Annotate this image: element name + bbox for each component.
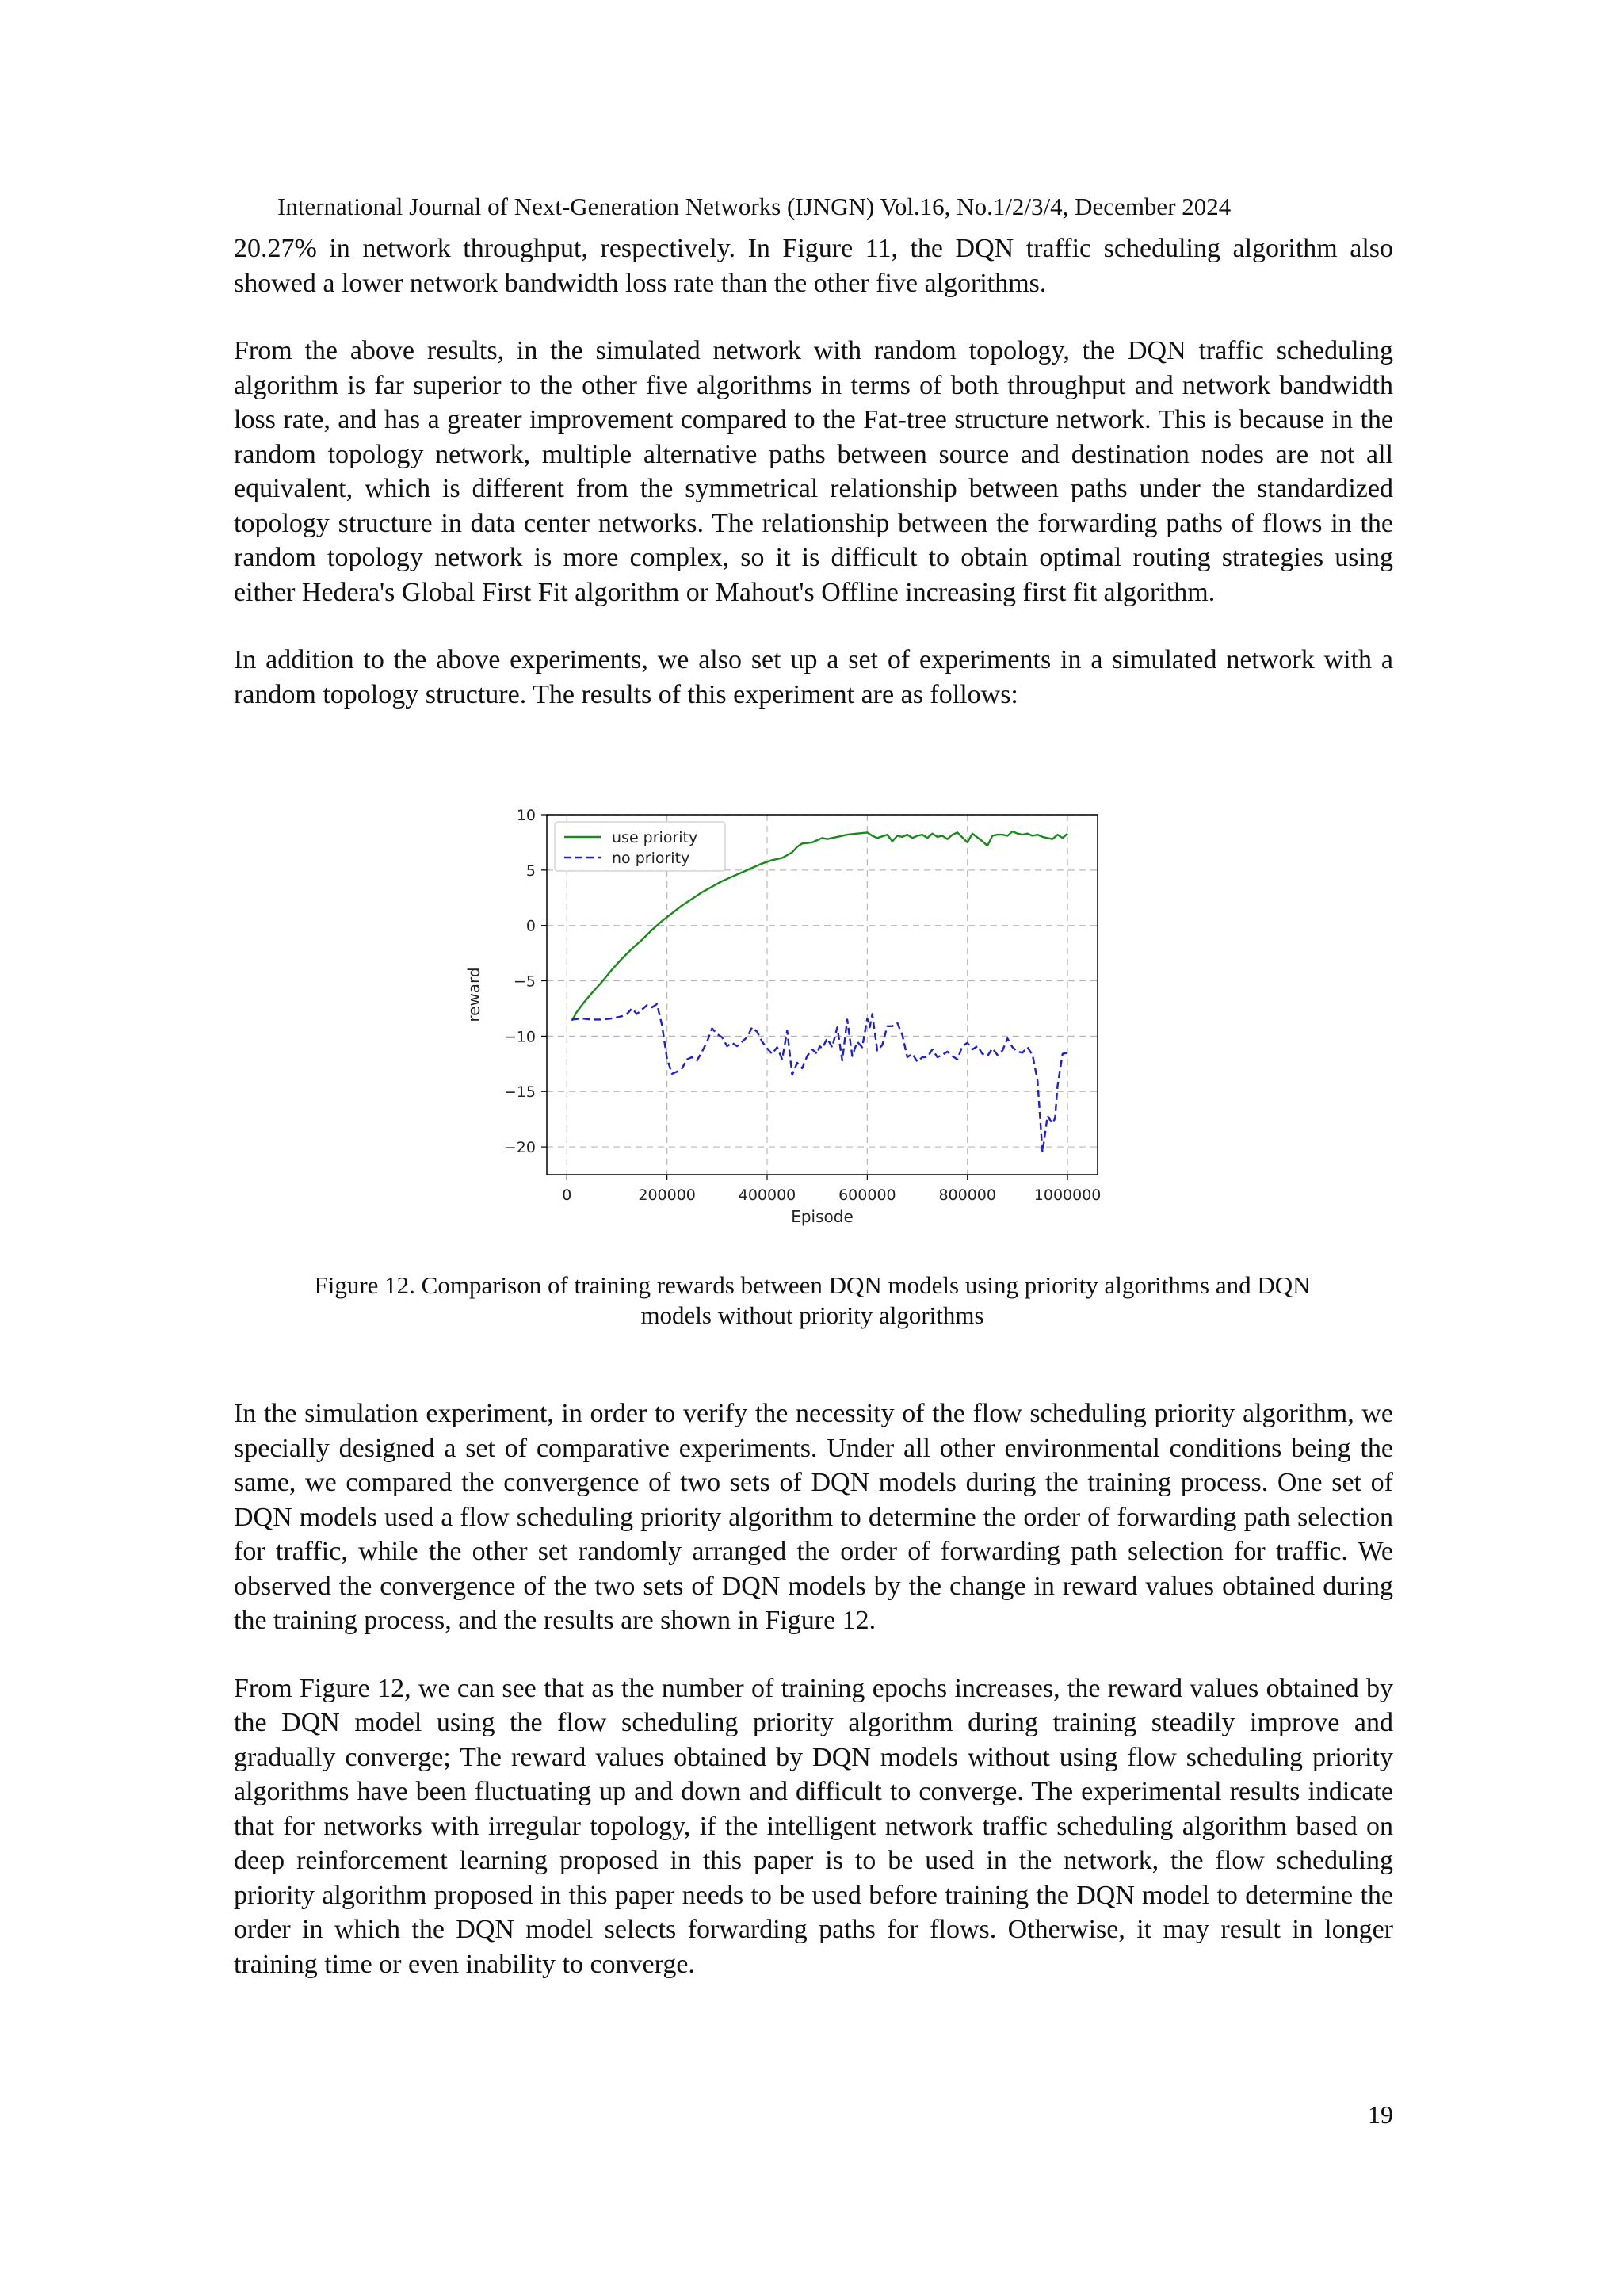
x-tick-label: 600000 (838, 1186, 896, 1204)
x-tick-label: 1000000 (1033, 1186, 1102, 1204)
body-text-bottom (234, 1396, 1393, 1981)
y-tick-label: −20 (503, 1139, 536, 1157)
page-number: 19 (1368, 2100, 1393, 2129)
figure-caption (238, 1270, 1387, 1331)
x-tick-label: 0 (562, 1186, 572, 1204)
y-tick-label: 5 (525, 861, 536, 880)
running-header: International Journal of Next-Generation Networks (IJNGN) Vol.16, No.1/2/3/4, December 2024 (277, 193, 1232, 220)
paragraph: From the above results, in the simulated network with random topology, the DQN traffic scheduling algorithm is far superior to the other five algorithms in terms of both throughput and network bandwidth loss rate, and has a greater improvement compared to the Fat-tree structure network. This is because in the random topology network, multiple alternative paths between source and destination nodes are not all equivalent, which is different from the symmetrical relationship between paths under the standardized topology structure in data center networks. The relationship between the forwarding paths of flows in the random topology network is more complex, so it is difficult to obtain optimal routing strategies using either Hedera's Global First Fit algorithm or Mahout's Offline increasing first fit algorithm. (234, 336, 1393, 607)
x-axis-label: Episode (791, 1207, 854, 1226)
legend-label: no priority (612, 850, 690, 867)
reward-chart (444, 797, 1125, 1248)
figure-12 (444, 797, 1125, 1248)
paragraph: In addition to the above experiments, we also set up a set of experiments in a simulated network with a random topology structure. The results of this experiment are as follows: (234, 645, 1393, 709)
y-tick-label: 0 (525, 917, 536, 935)
body-text-top (234, 231, 1393, 712)
y-tick-label: −5 (513, 972, 536, 991)
paragraph: From Figure 12, we can see that as the number of training epochs increases, the reward values obtained by the DQN model using the flow scheduling priority algorithm during training steadily improve and gradually converge; The reward values obtained by DQN models without using flow scheduling priority algorithms have been fluctuating up and down and difficult to converge. The experimental results indicate that for networks with irregular topology, if the intelligent network traffic scheduling algorithm based on deep reinforcement learning proposed in this paper is to be used in the network, the flow scheduling priority algorithm proposed in this paper needs to be used before training the DQN model to determine the order in which the DQN model selects forwarding paths for flows. Otherwise, it may result in longer training time or even inability to converge. (234, 1673, 1393, 1979)
caption-line: models without priority algorithms (640, 1301, 984, 1329)
y-axis-label: reward (464, 967, 483, 1022)
x-tick-label: 800000 (938, 1186, 996, 1204)
paragraph: 20.27% in network throughput, respectively. In Figure 11, the DQN traffic scheduling algorithm also showed a lower network bandwidth loss rate than the other five algorithms. (234, 234, 1393, 298)
legend-label: use priority (612, 829, 698, 846)
x-tick-label: 400000 (738, 1186, 796, 1204)
y-tick-label: 10 (516, 807, 536, 824)
paragraph: In the simulation experiment, in order to verify the necessity of the flow scheduling priority algorithm, we specially designed a set of comparative experiments. Under all other environmental conditions being the same, we compared the convergence of two sets of DQN models during the training process. One set of DQN models used a flow scheduling priority algorithm to determine the order of forwarding path selection for traffic, while the other set randomly arranged the order of forwarding path selection for traffic. We observed the convergence of the two sets of DQN models by the change in reward values obtained during the training process, and the results are shown in Figure 12. (234, 1399, 1393, 1635)
x-tick-label: 200000 (638, 1186, 696, 1204)
y-tick-label: −10 (503, 1028, 536, 1046)
caption-line: Figure 12. Comparison of training rewards between DQN models using priority algorithms and DQN (314, 1271, 1311, 1299)
y-tick-label: −15 (503, 1083, 536, 1102)
